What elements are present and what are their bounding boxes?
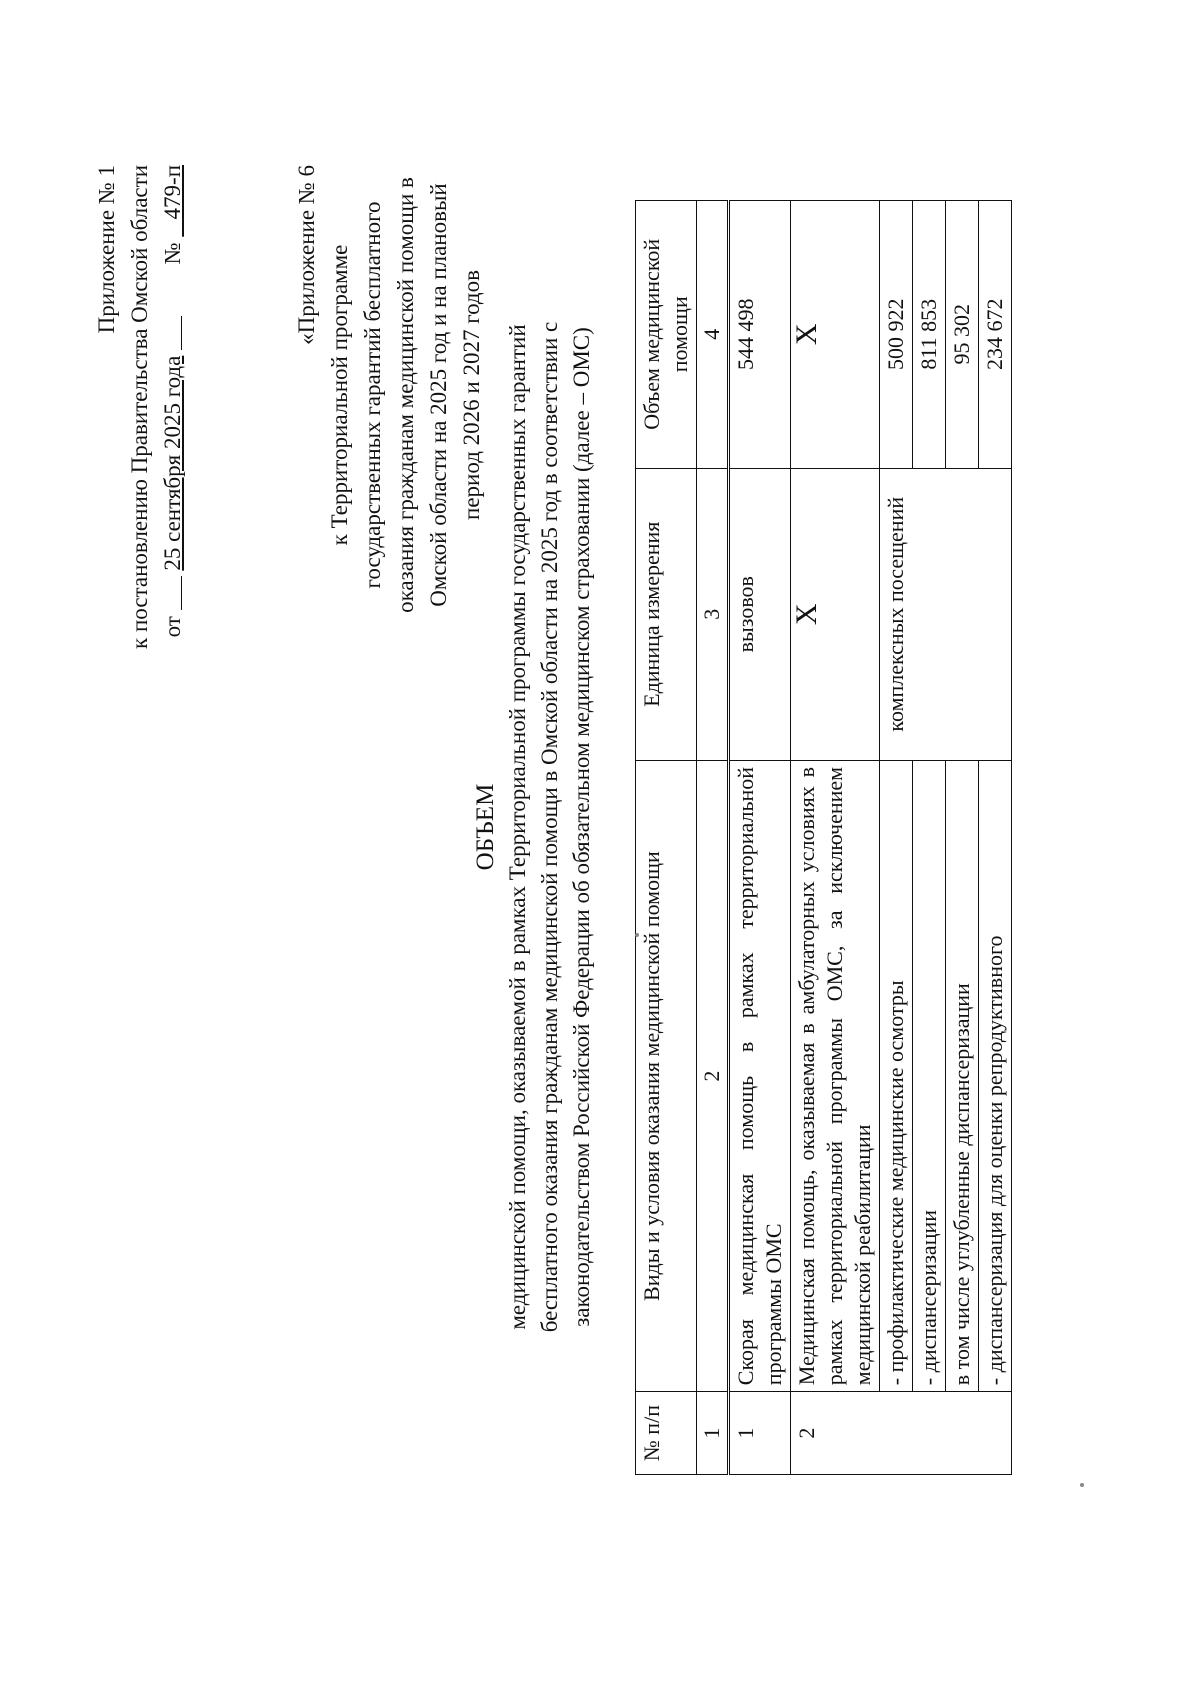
resolution-number-value: 479-п — [160, 165, 185, 220]
column-number: 3 — [697, 468, 729, 760]
header-unit: Единица измерения — [636, 468, 697, 760]
table-row — [791, 201, 880, 1475]
row-volume: 500 922 — [880, 201, 913, 469]
row-unit: X — [791, 468, 880, 760]
table-row — [729, 201, 791, 1475]
appendix-1-date-line — [156, 165, 189, 785]
blank-line — [180, 576, 182, 610]
row-kind: - профилактические медицинские осмотры — [880, 760, 913, 1391]
column-number-row — [697, 201, 729, 1475]
scan-speck — [1080, 1483, 1084, 1487]
number-label: № — [160, 242, 185, 265]
row-volume: 811 853 — [913, 201, 946, 469]
resolution-number — [160, 165, 185, 237]
from-label: от — [160, 616, 185, 638]
table-header-row — [636, 201, 697, 1475]
resolution-date: 25 сентября 2025 года — [160, 355, 185, 571]
row-num: 2 — [791, 1392, 880, 1475]
row-unit — [913, 468, 946, 760]
table-row — [913, 201, 946, 1475]
header-num: № п/п — [636, 1392, 697, 1475]
document-title — [470, 277, 598, 1377]
row-kind: в том числе углубленные диспансеризации — [946, 760, 979, 1391]
row-kind: Скорая медицинская помощь в рамках территориальной программы ОМС — [729, 760, 791, 1391]
row-unit: вызовов — [729, 468, 791, 760]
header-kind: Виды и условия оказания медицинской помощи — [636, 760, 697, 1391]
row-unit: комплексных посещений — [880, 468, 913, 760]
scan-speck — [635, 933, 639, 937]
appendix-1-resolution: к постановлению Правительства Омской области — [127, 165, 152, 649]
appendix-1-title: Приложение № 1 — [94, 165, 119, 334]
row-num — [880, 1392, 913, 1475]
appendix-1-header — [90, 165, 189, 785]
row-kind: - диспансеризации — [913, 760, 946, 1391]
blank-line — [180, 316, 182, 350]
volume-table — [635, 200, 1012, 1475]
row-volume: 544 498 — [729, 201, 791, 469]
row-num: 1 — [729, 1392, 791, 1475]
row-num — [913, 1392, 946, 1475]
table-row — [979, 201, 1012, 1475]
column-number: 2 — [697, 760, 729, 1391]
appendix-6-header — [290, 165, 488, 685]
row-unit — [946, 468, 979, 760]
row-num — [979, 1392, 1012, 1475]
row-volume: 95 302 — [946, 201, 979, 469]
table-row — [880, 201, 913, 1475]
column-number: 1 — [697, 1392, 729, 1475]
row-num — [946, 1392, 979, 1475]
row-volume: X — [791, 201, 880, 469]
row-kind: Медицинская помощь, оказываемая в амбулаторных условиях в рамках территориальной программы ОМС, за исключением медицинской реабилитации — [791, 760, 880, 1391]
table-row — [946, 201, 979, 1475]
row-kind: - диспансеризация для оценки репродуктивного — [979, 760, 1012, 1391]
row-volume: 234 672 — [979, 201, 1012, 469]
header-volume: Объем медицинской помощи — [636, 201, 697, 469]
appendix-6-body: к Территориальной программе государственных гарантий бесплатного оказания гражданам медицинской помощи в Омской области на 2025 год и на плановый период 2026 и 2027 годов — [327, 177, 484, 613]
column-number: 4 — [697, 201, 729, 469]
title-text: медицинской помощи, оказываемой в рамках Территориальной программы государственных гарантий бесплатного оказания гражданам медицинской помощи в Омской области на 2025 год в соответствии с законодательством Российской Федерации об обязательном медицинском страховании (далее – ОМС) — [505, 321, 594, 1333]
appendix-6-title: «Приложение № 6 — [294, 165, 319, 345]
row-unit — [979, 468, 1012, 760]
title-heading: ОБЪЕМ — [472, 783, 499, 871]
